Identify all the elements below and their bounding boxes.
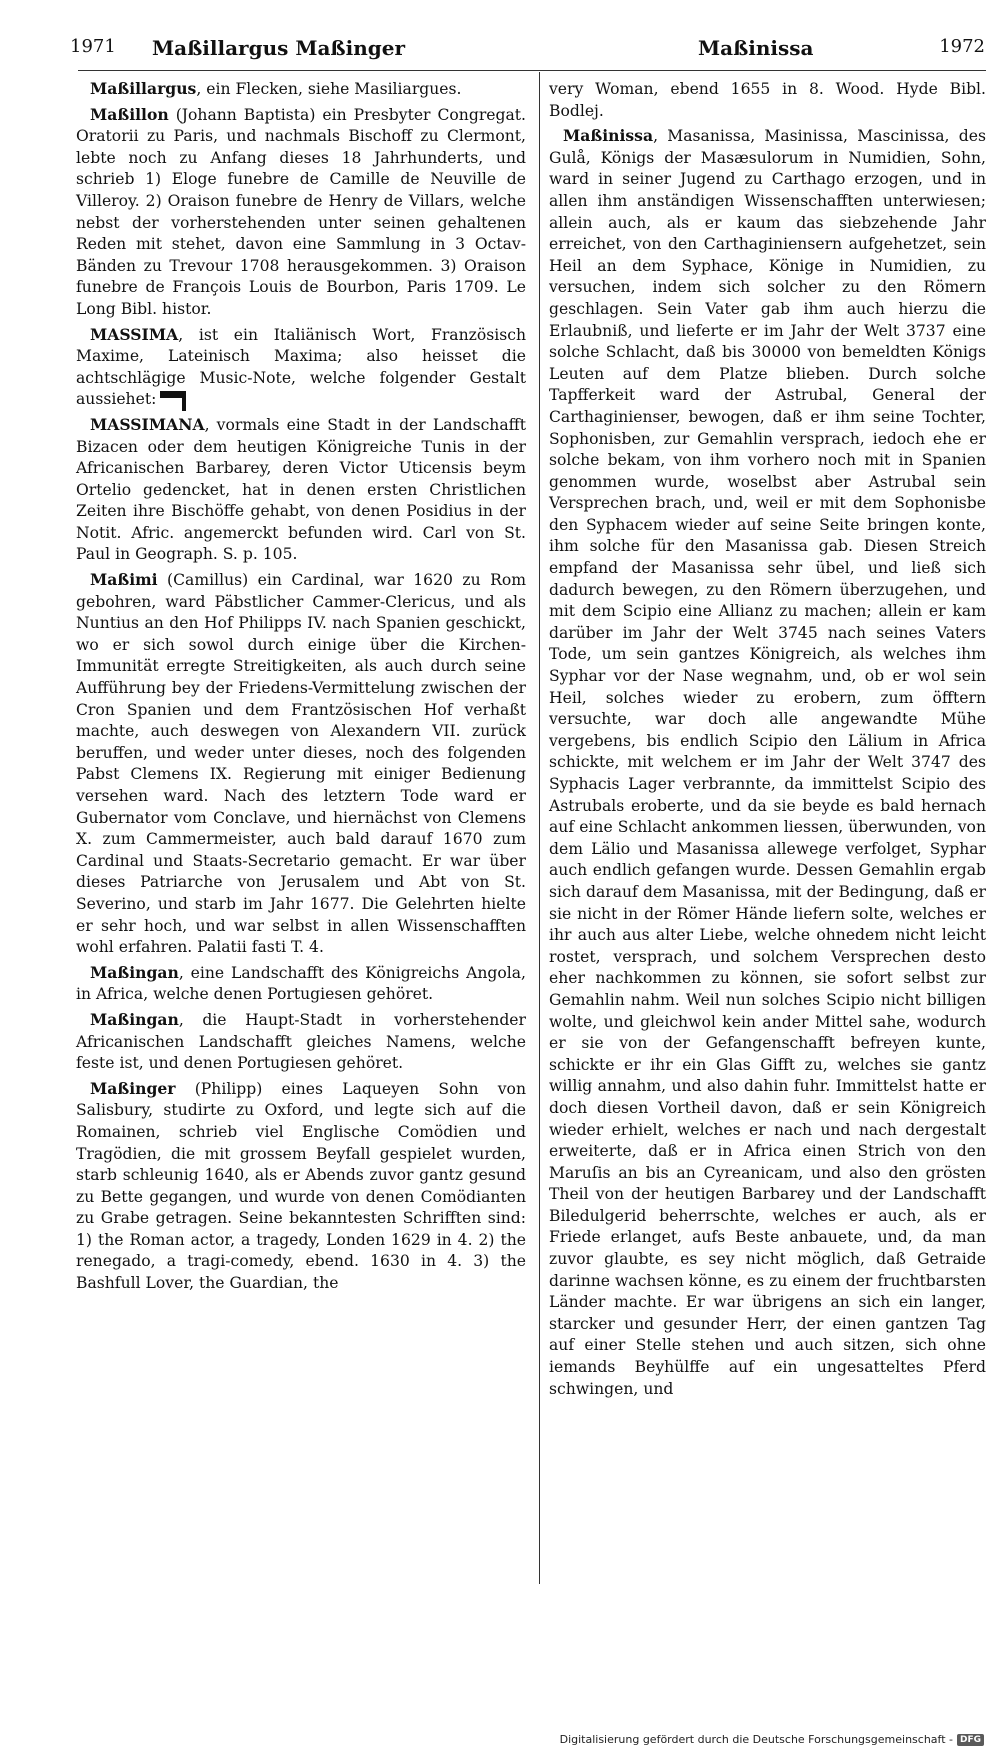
entry-text: , ist ein Italiänisch Wort, Französisch Maxime, Lateinisch Maxima; also heisset die achtschlägige Music-Note, welche folgender Gestalt aussiehet: [76,325,526,409]
running-head-right: Maßinissa [698,36,814,60]
entry [76,1078,526,1295]
entry-headword: Maßingan [90,962,179,982]
header-rule [78,70,986,71]
left-column [76,78,526,1298]
entry [76,569,526,959]
column-divider [539,72,540,1584]
entry [76,324,526,411]
entry-continuation [549,78,986,122]
dfg-logo: DFG [957,1734,984,1746]
entry-text: (Camillus) ein Cardinal, war 1620 zu Rom gebohren, ward Päbstlicher Cammer-Clericus, und als Nuntius an den Hof Philipps IV. nach Spanien geschickt, wo er sich sowol durch einige über die Kirchen-Immunität erregte Streitigkeiten, als auch durch seine Aufführung bey der Friedens-Vermittelung zwischen der Cron Spanien und dem Frantzösischen Hof verhaßt machte, auch deswegen von Alexandern VII. zurück beruffen, und weder unter dieses, noch des folgenden Pabst Clemens IX. Regierung mit einiger Bedienung versehen ward. Nach des letztern Tode ward er Gubernator vom Conclave, und hiernächst von Clemens X. zum Cammermeister, auch bald darauf 1670 zum Cardinal und Staats-Secretario gemacht. Er war über dieses Patriarche von Jerusalem und Abt von St. Severino, und starb im Jahr 1677. Die Gelehrten hielte er sehr hoch, und war selbst in allen Wissenschafften wohl erfahren. Palatii fasti T. 4. [76,571,526,957]
entry-text: , Masanissa, Masinissa, Mascinissa, des Gulå, Königs der Masæsulorum in Numidien, Sohn, ward in seiner Jugend zu Carthago erzogen, und in allen ihm anständigen Wissenschafften unterwiesen; allein auch, als er kaum das siebzehende Jahr erreichet, von den Carthaginiensern aufgehetzet, sein Heil an dem Syphace, Könige in Numidien, zu versuchen, indem sich solcher zu den Römern geschlagen. Sein Vater gab ihm auch hierzu die Erlaubniß, und lieferte er im Jahr der Welt 3737 eine solche Schlacht, daß bis 30000 von bemeldten Königs Leuten auf dem Platze blieben. Durch solche Tapfferkeit ward der Astrubal, General der Carthaginienser, bewogen, daß er ihm seine Tochter, Sophonisben, zur Gemahlin versprach, iedoch ehe er solche bekam, von ihm vorhero noch mit in Spanien genommen wurde, woselbst aber Astrubal sein Versprechen brach, und, weil er mit dem Sophonisbe den Syphacem wieder auf seine Seite bringen konte, ihm solche für den Masanissa gab. Diesen Streich empfand der Masanissa sehr übel, und ließ sich dadurch bewegen, zu den Römern überzugehen, und mit dem Scipio eine Allianz zu machen; allein er kam darüber im Jahr der Welt 3745 nach seines Vaters Tode, um sein gantzes Königreich, als welches ihm Syphar vor der Nase wegnahm, und, ob er wol sein Heil, solches wieder zu erobern, zum öfftern versuchte, war doch alle angewandte Mühe vergebens, bis endlich Scipio den Lälium in Africa schickte, mit welchem er im Jahr der Welt 3747 des Syphacis Lager verbrannte, da immittelst Scipio des Astrubals eroberte, und da sie beyde es bald hernach auf eine Schlacht ankommen liessen, überwunden, von dem Lälio und Masanissa allewege verfolget, Syphar auch endlich gefangen wurde. Dessen Gemahlin ergab sich darauf dem Masanissa, mit der Bedingung, daß er sie nicht in der Römer Hände liefern solte, welches er ihr auch aus alter Liebe, welche ohnedem nicht leicht rostet, versprach, und solchem Versprechen desto eher nachkommen zu können, sie sofort selbst zur Gemahlin nahm. Weil nun solches Scipio nicht billigen wolte, und gleichwol kein ander Mittel sahe, wodurch er sie von der Gefangenschafft befreyen kunte, schickte er ihr ein Glas Gifft zu, welches sie gantz willig annahm, und also dahin fuhr. Immittelst hatte er doch diesen Vortheil davon, daß er sein Königreich wieder erhielt, welches er nach und nach dergestalt erweiterte, daß er in Africa einen Strich von den Maruſis an bis an Cyreanicam, und also den grösten Theil von der heutigen Barbarey und der Landschafft Biledulgerid beherrschte, welches er auch, als er Friede erlanget, aufs Beste anbauete, und, da man zuvor glaubte, es sey nicht möglich, daß Getraide darinne wachsen könne, es zu einem der fruchtbarsten Länder machte. Er war übrigens an sich ein langer, starcker und gesunder Herr, der einen gantzen Tag auf einer Stelle stehen und auch sitzen, sich ohne iemands Beyhülffe auf ein ungesatteltes Pferd schwingen, und [549,127,986,1398]
entry-headword: Maßinissa [563,126,654,146]
entry-text: (Johann Baptista) ein Presbyter Congregat. Oratorii zu Paris, und nachmals Bischoff zu Clermont, lebte noch zu Anfang dieses 18 Jahrhunderts, und schrieb 1) Eloge funebre de Camille de Neuville de Villeroy. 2) Oraison funebre de Henry de Villars, welche nebst der vorherstehenden unter seinen gehaltenen Reden mit stehet, davon eine Sammlung in 3 Octav-Bänden zu Trevour 1708 herausgekommen. 3) Oraison funebre de François Louis de Bourbon, Paris 1709. Le Long Bibl. histor. [76,105,526,318]
entry-headword: MASSIMA [90,324,179,344]
entry-headword: Maßillargus [90,79,197,98]
entry-headword: Maßinger [90,1078,176,1098]
entry-text: , ein Flecken, siehe Masiliargues. [196,80,462,98]
entry [76,104,526,321]
digitization-credit [560,1733,984,1746]
entry [76,962,526,1006]
entry-headword: Maßingan [90,1009,179,1029]
right-column [549,78,986,1403]
entry [76,78,526,101]
page-header [70,36,985,70]
entry-headword: MASSIMANA [90,414,205,434]
page-number-right: 1972 [939,36,985,57]
entry-text: , vormals eine Stadt in der Landschafft Bizacen oder dem heutigen Königreiche Tunis in der Africanischen Barbarey, deren Victor Uticensis beym Ortelio gedencket, hat in denen ersten Christlichen Zeiten ihre Bischöffe gehabt, von denen Posidius in der Notit. Afric. angemerckt befunden wird. Carl von St. Paul in Geograph. S. p. 105. [76,415,526,564]
page-number-left: 1971 [70,36,116,57]
entry-text: , eine Landschafft des Königreichs Angola, in Africa, welche denen Portugiesen gehöret. [76,963,526,1004]
entry [549,125,986,1400]
entry-headword: Maßillon [90,104,169,124]
entry-text: , die Haupt-Stadt in vorherstehender Africanischen Landschafft gleiches Namens, welche feste ist, und denen Portugiesen gehöret. [76,1010,526,1073]
credit-text: Digitalisierung gefördert durch die Deutsche Forschungsgemeinschaft - [559,1733,953,1746]
running-head-left: Maßillargus Maßinger [152,36,406,60]
entry [76,1009,526,1075]
music-note-icon [160,391,188,409]
entry-headword: Maßimi [90,570,158,590]
entry [76,414,526,566]
entry-text: (Philipp) eines Laqueyen Sohn von Salisbury, studirte zu Oxford, und legte sich auf die Romainen, schrieb viel Englische Comödien und Tragödien, die mit grossem Beyfall gespielet wurden, starb schleunig 1640, als er Abends zuvor gantz gesund zu Bette gegangen, und wurde von denen Comödianten zu Grabe getragen. Seine bekanntesten Schrifften sind: 1) the Roman actor, a tragedy, Londen 1629 in 4. 2) the renegado, a tragi-comedy, ebend. 1630 in 4. 3) the Bashfull Lover, the Guardian, the [76,1079,526,1293]
entry-text: very Woman, ebend 1655 in 8. Wood. Hyde Bibl. Bodlej. [549,80,986,120]
